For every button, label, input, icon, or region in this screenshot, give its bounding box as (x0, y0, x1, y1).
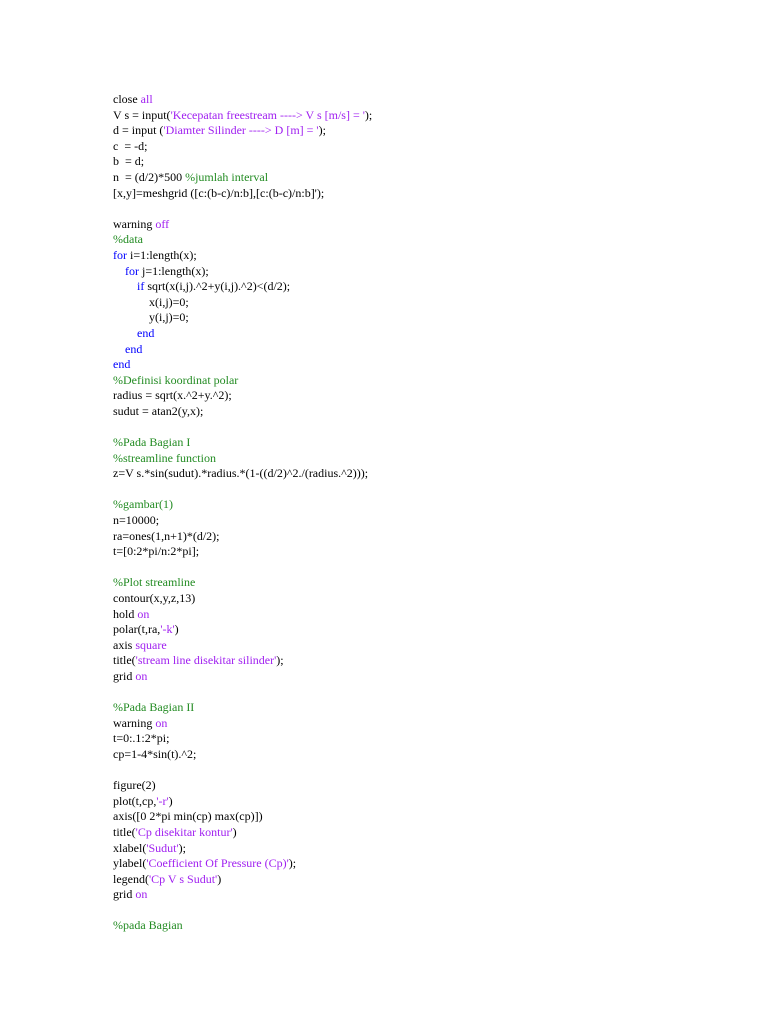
code-text: plot(t,cp, (113, 793, 157, 808)
code-text: ); (318, 123, 326, 138)
code-text: grid (113, 887, 136, 902)
code-text: radius = sqrt(x.^2+y.^2); (113, 388, 232, 403)
code-keyword: end (137, 325, 155, 340)
code-text: j=1:length(x); (142, 263, 209, 278)
code-line (113, 451, 733, 467)
code-string: 'Cp V s Sudut' (148, 871, 218, 886)
code-text: warning (113, 216, 156, 231)
code-string: 'Sudut' (146, 840, 179, 855)
code-blank-line (113, 903, 733, 919)
code-keyword: if (137, 279, 148, 294)
code-string: on (155, 715, 168, 730)
code-blank-line (113, 685, 733, 701)
code-string: '-k' (160, 622, 175, 637)
code-text: grid (113, 668, 136, 683)
code-comment: %Definisi koordinat polar (113, 372, 239, 387)
code-text: x(i,j)=0; (113, 294, 189, 309)
code-text: title( (113, 824, 136, 839)
code-line (113, 139, 733, 155)
code-text: z=V s.*sin(sudut).*radius.*(1-((d/2)^2./(radius.^2))); (113, 466, 369, 481)
code-text: xlabel( (113, 840, 147, 855)
code-line (113, 404, 733, 420)
code-keyword: end (125, 341, 143, 356)
code-line (113, 295, 733, 311)
code-line (113, 747, 733, 763)
code-line (113, 887, 733, 903)
code-line (113, 638, 733, 654)
code-line (113, 357, 733, 373)
code-string: on (137, 606, 150, 621)
code-line (113, 466, 733, 482)
code-text: ); (288, 856, 297, 871)
code-text: title( (113, 653, 136, 668)
code-text: d = input ( (113, 123, 164, 138)
code-comment: %Plot streamline (113, 575, 196, 590)
code-text: figure(2) (113, 778, 156, 793)
code-text: warning (113, 715, 156, 730)
code-text: b = d; (113, 154, 145, 169)
code-text: ) (217, 871, 222, 886)
code-line (113, 513, 733, 529)
code-text: close (113, 92, 141, 106)
code-text: i=1:length(x); (130, 247, 197, 262)
code-line (113, 809, 733, 825)
code-line (113, 279, 733, 295)
code-string: off (155, 216, 170, 231)
code-blank-line (113, 419, 733, 435)
code-comment: %gambar(1) (113, 497, 173, 512)
code-line (113, 342, 733, 358)
code-string: 'Cp disekitar kontur' (135, 824, 233, 839)
code-blank-line (113, 201, 733, 217)
code-line (113, 591, 733, 607)
code-keyword: for (125, 263, 142, 278)
code-line (113, 435, 733, 451)
code-line (113, 716, 733, 732)
code-text: ra=ones(1,n+1)*(d/2); (113, 528, 220, 543)
code-text: c = -d; (113, 138, 148, 153)
code-comment: %jumlah interval (185, 169, 269, 184)
code-string: 'Kecepatan freestream ----> V s [m/s] = ' (170, 107, 365, 122)
code-line (113, 622, 733, 638)
code-line (113, 544, 733, 560)
code-line (113, 497, 733, 513)
code-line (113, 856, 733, 872)
code-string: square (135, 637, 167, 652)
code-text: legend( (113, 871, 149, 886)
code-line (113, 529, 733, 545)
code-string: 'Diamter Silinder ----> D [m] = ' (163, 123, 319, 138)
matlab-code-block (113, 92, 733, 934)
code-line (113, 841, 733, 857)
code-line (113, 326, 733, 342)
code-line (113, 731, 733, 747)
code-text: contour(x,y,z,13) (113, 591, 196, 605)
code-line (113, 373, 733, 389)
code-text: cp=1-4*sin(t).^2; (113, 746, 197, 761)
code-blank-line (113, 560, 733, 576)
code-text: [x,y]=meshgrid ([c:(b-c)/n:b],[c:(b-c)/n:b]'); (113, 185, 325, 200)
code-line (113, 700, 733, 716)
code-comment: %Pada Bagian II (113, 700, 195, 715)
code-line (113, 170, 733, 186)
code-text (113, 279, 137, 293)
code-text: ); (276, 653, 284, 668)
code-text (113, 264, 125, 278)
code-line (113, 264, 733, 280)
code-keyword: for (113, 247, 130, 262)
code-text: sudut = atan2(y,x); (113, 403, 204, 418)
code-string: on (135, 887, 148, 902)
code-string: 'Coefficient Of Pressure (Cp)' (146, 856, 289, 871)
code-line (113, 310, 733, 326)
code-text: ) (174, 622, 179, 637)
code-text: ) (168, 793, 173, 808)
code-string: '-r' (156, 793, 169, 808)
code-text: y(i,j)=0; (113, 310, 189, 325)
code-line (113, 186, 733, 202)
code-string: on (135, 668, 148, 683)
code-keyword: end (113, 357, 131, 372)
code-text: ylabel( (113, 856, 147, 871)
code-line (113, 669, 733, 685)
code-blank-line (113, 482, 733, 498)
code-line (113, 778, 733, 794)
code-line (113, 217, 733, 233)
code-blank-line (113, 763, 733, 779)
code-line (113, 918, 733, 934)
code-line (113, 794, 733, 810)
code-comment: %Pada Bagian I (113, 435, 191, 450)
code-line (113, 872, 733, 888)
code-text: ); (178, 840, 187, 855)
code-text (113, 326, 137, 340)
code-text: sqrt(x(i,j).^2+y(i,j).^2)<(d/2); (147, 279, 291, 294)
code-line (113, 108, 733, 124)
code-text: ) (232, 824, 237, 839)
code-text (113, 342, 125, 356)
code-comment: %data (113, 232, 143, 247)
code-text: hold (113, 606, 138, 621)
code-line (113, 653, 733, 669)
code-text: V s = input( (113, 107, 171, 122)
code-line (113, 123, 733, 139)
code-line (113, 154, 733, 170)
code-line (113, 388, 733, 404)
code-line (113, 825, 733, 841)
code-comment: %streamline function (113, 450, 216, 465)
code-string: 'stream line disekitar silinder' (135, 653, 277, 668)
code-text: n = (d/2)*500 (113, 169, 186, 184)
code-text: ); (364, 107, 373, 122)
code-string: all (140, 92, 153, 106)
code-text: n=10000; (113, 513, 160, 528)
code-line (113, 232, 733, 248)
code-text: t=0:.1:2*pi; (113, 731, 170, 746)
code-text: axis([0 2*pi min(cp) max(cp)]) (113, 809, 263, 824)
code-text: polar(t,ra, (113, 622, 161, 637)
code-line (113, 575, 733, 591)
code-comment: %pada Bagian (113, 918, 183, 933)
code-line (113, 248, 733, 264)
code-text: axis (113, 637, 136, 652)
code-text: t=[0:2*pi/n:2*pi]; (113, 544, 200, 559)
code-line (113, 92, 733, 108)
code-line (113, 607, 733, 623)
